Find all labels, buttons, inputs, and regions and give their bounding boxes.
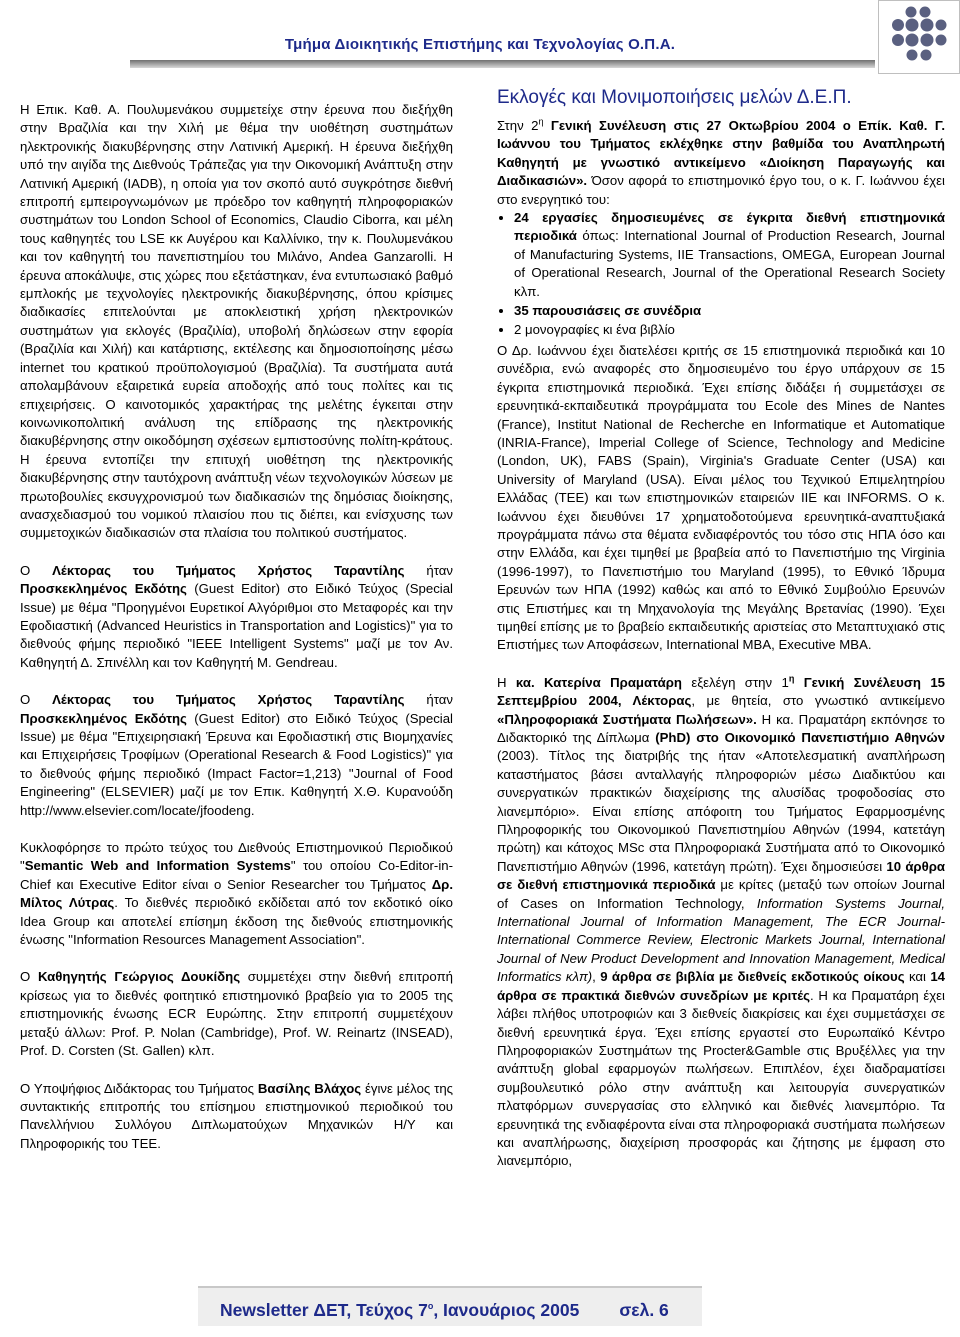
left-column bbox=[20, 101, 453, 1172]
page-header bbox=[0, 0, 875, 75]
list-item: • 2 μονογραφίες κι ένα βιβλίο bbox=[514, 321, 945, 339]
ioannou-achievements-list bbox=[497, 209, 945, 340]
department-title: Τμήμα Διοικητικής Επιστήμης και Τεχνολογίας Ο.Π.Α. bbox=[284, 36, 676, 53]
semantic-web-paragraph: Κυκλοφόρησε το πρώτο τεύχος του Διεθνούς Επιστημονικού Περιοδικού "Semantic Web and Information Systems" του οποίου Co-Editor-in-Chief και Executive Editor είναι ο Senior Researcher του Τμήματος Δρ. Μίλτος Λύτρας. Το διεθνές περιοδικό εκδίδεται από τον εκδοτικό οίκο Idea Group και αποτελεί επίσημη έκδοση της διεθνούς επιστημονικής ένωσης "Information Resources Management Association". bbox=[20, 840, 453, 948]
page-footer bbox=[198, 1286, 702, 1326]
ioannou-career-paragraph: Ο Δρ. Ιωάννου έχει διατελέσει κριτής σε 15 επιστημονικά περιοδικά και 10 συνέδρια, ενώ αναφορές στο δημοσιευμένο του έργο υπάρχουν σε 15 έγκριτα επιστημονικά περιοδικά. Έχει επίσης διδάξει ή συμμετάσχει σε ερευνητικά-εκπαιδευτικά προγράμματα του Ecole des Mines de Nantes (France), Institut National de Recherche en Informatique et Automatique (INRIA-France), Imperial College of Science, Technology and Medicine (London, UK), FABS (Spain), Virginia's Graduate Center (USA) και University of Maryland (USA). Είναι μέλος του Τεχνικού Επιμελητηρίου Ελλάδας (ΤΕΕ) και των επιστημονικών εταιρειών IIE και INFORMS. Ο κ. Ιωάννου έχει διευθύνει 17 χρηματοδοτούμενα ερευνητικά-αναπτυξιακά προγράμματα πάνω στα θέματα ενδιαφέροντός του τόσο στις ΗΠΑ όσο και στην Ελλάδα, και έχει τιμηθεί με βραβεία από το Πανεπιστήμιο της Virginia (1996-1997), το Πανεπιστήμιο του Maryland (1995), το Εθνικό Ίδρυμα Ερευνών των ΗΠΑ (1992) καθώς και από το Εθνικό Συμβούλιο Ερευνών στις Επιστήμες και τη Μηχανολογία της Μεγάλης Βρετανίας (1990). Έχει τιμηθεί επίσης με το βραβείο εκπαιδευτικής αριστείας στο Μεταπτυχιακό στις Επιστήμες των Αποφάσεων, International MBA, Executive MBA. bbox=[497, 342, 945, 653]
section-title: Εκλογές και Μονιμοποιήσεις μελών Δ.Ε.Π. bbox=[497, 87, 852, 108]
doukidis-paragraph: Ο Καθηγητής Γεώργιος Δουκίδης συμμετέχει στην διεθνή επιτροπή κρίσεως για το διεθνές φοιτητικό επιστημονικό βραβείο για το 2005 της επιστημονικής ένωσης ECR Ευρώπης. Στην επιτροπή συμμετέχουν μεταξύ άλλων: Prof. P. Nolan (Cambridge), Prof. W. Reinartz (INSEAD), Prof. D. Corsten (St. Gallen) κλπ. bbox=[20, 969, 453, 1059]
dots-logo-icon bbox=[879, 1, 959, 73]
poulymenakou-paragraph: Η Επικ. Καθ. Α. Πουλυμενάκου συμμετείχε στην έρευνα που διεξήχθη στην Βραζιλία και την Χιλή με θέμα την υιοθέτηση συστημάτων ηλεκτρονικής διακυβέρνησης στην Λατινική Αμερική. Η έρευνα διεξήχθη υπό την αιγίδα της Διεθνούς Τράπεζας για την Οικονομική Ανάπτυξη στην Λατινική Αμερική (IADB), η οποία για τον σκοπό αυτό συγκρότησε διεθνή επιτροπή εμπειρογνωμόνων με πρόεδρο τον καθηγητή πληροφοριακών συστημάτων του London School of Economics, Claudio Ciborra, και μέλη τους καθηγητές του LSE κκ Αυγέρου και Καλλίνικο, την κ. Πουλυμενάκου και τον καθηγητή του πανεπιστημίου του Μιλάνο, Andea Ganzarolli. Η έρευνα αποκάλυψε, στις χώρες που εξετάστηκαν, ένα εντυπωσιακό βαθμό εμπλοκής με τεχνολογίες ηλεκτρονικής διακυβέρνησης, όπου κρίσιμες διαδικασίες επιτελούνται με αποκλειστική χρήση ηλεκτρονικών συστημάτων για εκλογές (Βραζιλία), υποβολή δηλώσεων στην εφορία (Βραζιλία και Χιλή) και κατάρτισης, εκτέλεσης και δημοσιοποίησης μέσω internet του κρατικού προϋπολογισμού (Βραζιλία). Τα συστήματα αυτά απολαμβάνουν εξαιρετικά ευρεία αποδοχής από τους πολίτες και τις επιχειρήσεις. Ο καινοτομικός χαρακτήρας της μελέτης έγκειται στην κοινωνικοπολιτική ανάλυση της επίδρασης της ηλεκτρονικής διακυβέρνησης στην οικοδόμηση σχέσεων εμπιστοσύνης πολίτη-κράτους. Η έρευνα εντοπίζει την επιτυχή υιοθέτηση της ηλεκτρονικής διακυβέρνησης στην ταυτόχρονη ανάπτυξη νέων τεχνολογικών λύσεων με πρωτοβουλίες εκσυγχρονισμού των διαδικασιών της δημόσιας διοίκησης, ανασχεδιασμού του νομικού πλαισίου που τις διέπει, και ενίσχυσης των συμμετοχικών διαδικασιών στα πλαίσια του πολιτικού συστήματος. bbox=[20, 102, 453, 541]
list-item: • 24 εργασίες δημοσιευμένες σε έγκριτα διεθνή επιστημονικά περιοδικά όπως: International Journal of Production Research, Journal of Manufacturing Systems, IIE Transactions, OMEGA, European Journal of Operational Research, Journal of the Operational Research Society κλπ. bbox=[514, 209, 945, 301]
list-item: • 35 παρουσιάσεις σε συνέδρια bbox=[514, 302, 945, 320]
pramatari-paragraph: Η κα. Κατερίνα Πραματάρη εξελέγη στην $1^\eta$ Γενική Συνέλευση 15 Σεπτεμβρίου 2004, Λέκτορας, με θητεία, στο γνωστικό αντικείμενο «Πληροφοριακά Συστήματα Πωλήσεων». Η κα. Πραματάρη εκπόνησε το Διδακτορικό της Δίπλωμα (PhD) στο Οικονομικό Πανεπιστήμιο Αθηνών (2003). Τίτλος της διατριβής της ήταν «Αποτελεσματική αναπλήρωση καταστήματος βάσει ανταλλαγής πληροφοριών μέσω Διαδικτύου και συνεργατικών πρακτικών διαχείρισης της αλυσίδας τροφοδοσίας στο λιανεμπόριο». Είναι επίσης απόφοιτη του Τμήματος Εφαρμοσμένης Πληροφορικής του Οικονομικού Πανεπιστημίου Αθηνών (1994, κατετάγη πρώτη) και κάτοχος MSc στα Πληροφοριακά Συστήματα από το Οικονομικό Πανεπιστήμιο Αθηνών (1996, κατετάγη πρώτη). Έχει δημοσιεύσει 10 άρθρα σε διεθνή επιστημονικά περιοδικά με κρίτες (μεταξύ των οποίων Journal of Cases on Information Technology, Information Systems Journal, International Journal of Information Management, The ECR Journal-International Commerce Review, Electronic Markets Journal, International Journal of New Product Development and Innovation Management, Medical Informatics κλπ), 9 άρθρα σε βιβλία με διεθνείς εκδοτικούς οίκους και 14 άρθρα σε πρακτικά διεθνών συνεδρίων με κριτές. Η κα Πραματάρη έχει λάβει πλήθος υποτροφιών και 3 διεθνείς διακρίσεις και έχει συμμετάσχει σε διεθνή ερευνητικά έργα. Έχει επίσης εργαστεί στο Ευρωπαϊκό Κέντρο Πληροφοριακών Συστημάτων της Procter&Gamble στις Βρυξέλλες για την ανάπτυξη global εφαρμογών πωλήσεων. Επιπλέον, έχει διαδραματίσει συμβουλευτικό ρόλο στην ανάπτυξη και λειτουργία συνεργατικών πλατφόρμων συνεργασίας στο ελληνικό και διεθνές λιανεμπόριο. Τα ερευνητικά της ενδιαφέροντα είναι στα πληροφοριακά συστήματα πωλήσεων και αναπλήρωσης, διαχείριση προσφοράς και ζήτησης με έμφαση στο λιανεμπόριο, bbox=[497, 673, 946, 1169]
header-rule bbox=[130, 60, 875, 68]
tarantilis-ieee-paragraph: Ο Λέκτορας του Τμήματος Χρήστος Ταραντίλης ήταν Προσκεκλημένος Εκδότης (Guest Editor) στο Ειδικό Τεύχος (Special Issue) με θέμα "Προηγμένοι Ευρετικοί Αλγόριθμοι στο Μεταφορές και την Εφοδιαστική (Advanced Heuristics in Transportation and Logistics)" για το διεθνούς φήμης περιοδικό "IEEE Intelligent Systems" μαζί με τον Αν. Καθηγητή Δ. Σπινέλλη και τον Καθηγητή M. Gendreau. bbox=[20, 562, 453, 670]
department-logo bbox=[878, 0, 960, 74]
page-number: σελ. 6 bbox=[619, 1300, 669, 1320]
right-column bbox=[497, 87, 946, 1190]
vlachos-paragraph: Ο Υποψήφιος Διδάκτορας του Τμήματος Βασίλης Βλάχος έγινε μέλος της συντακτικής επιτροπής του επίσημου επιστημονικού περιοδικού του Πανελλήνιου Συλλόγου Διπλωματούχων Μηχανικών Η/Υ και Πληροφορικής του ΤΕΕ. bbox=[20, 1080, 454, 1151]
tarantilis-food-paragraph: Ο Λέκτορας του Τμήματος Χρήστος Ταραντίλης ήταν Προσκεκλημένος Εκδότης (Guest Editor) στο Ειδικό Τεύχος (Special Issue) με θέμα "Επιχειρησιακή Έρευνα και Εφοδιαστική στις Βιομηχανίες και Επιχειρήσεις Τροφίμων (Operational Research & Food Logistics)" για το διεθνούς φήμης περιοδικό (Impact Factor=1,213) "Journal of Food Engineering" (ELSEVIER) μαζί με τον Επικ. Καθηγητή Χ.Θ. Κυρανούδη http://www.elsevier.com/locate/jfoodeng. bbox=[20, 692, 453, 818]
footer-text: Newsletter ΔΕΤ, Τεύχος $7^o$, Ιανουάριος 2005 σελ. 6 bbox=[220, 1300, 669, 1320]
ioannou-election-paragraph: Στην $2^\eta$ Γενική Συνέλευση στις 27 Οκτωβρίου 2004 ο Επίκ. Καθ. Γ. Ιωάννου του Τμήματος εκλέχθηκε στην βαθμίδα του Αναπληρωτή Καθηγητή με γνωστικό αντικείμενο «Διοίκηση Παραγωγής και Διαδικασιών». Όσον αφορά το επιστημονικό έργο του, ο κ. Γ. Ιωάννου έχει στο ενεργητικό του: bbox=[497, 116, 945, 207]
